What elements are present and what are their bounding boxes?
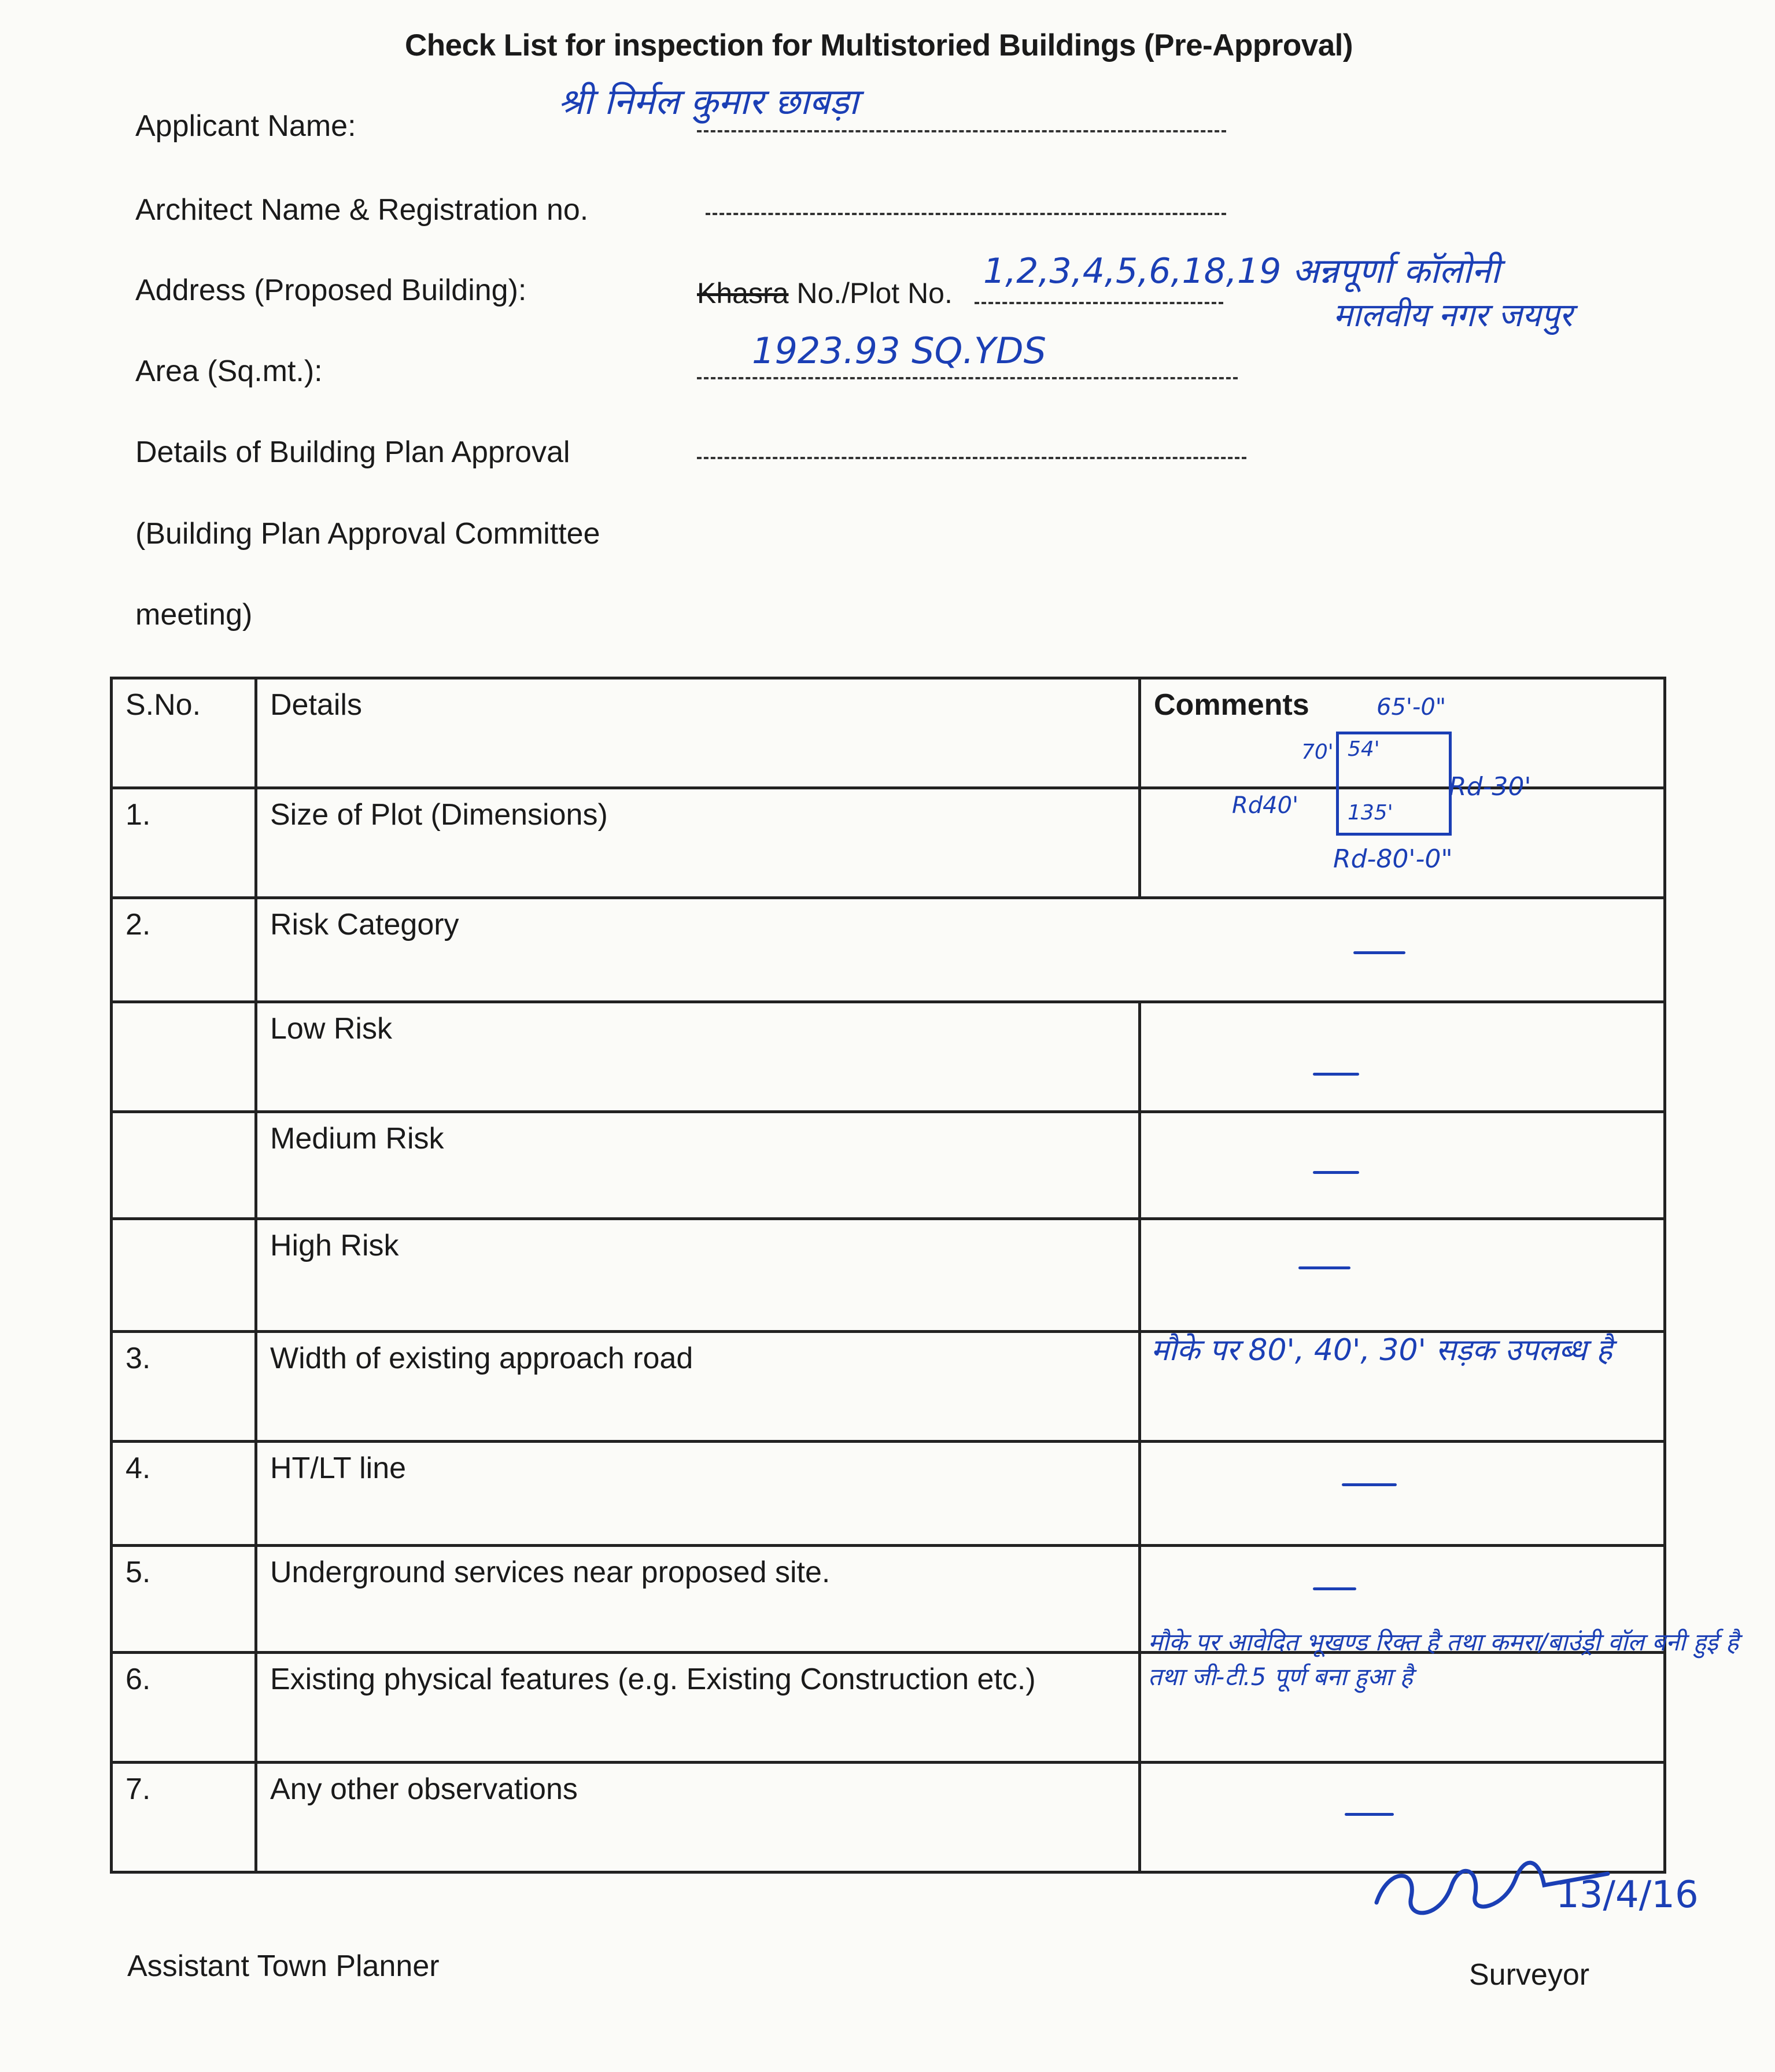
plan-approval-label-1: Details of Building Plan Approval (135, 435, 570, 469)
table-row (112, 898, 1665, 1002)
comment-dash-underground (1313, 1587, 1356, 1590)
row-details: Low Risk (256, 1002, 1140, 1112)
comment-dash-htlt (1342, 1483, 1397, 1486)
row-sno: 1. (112, 788, 256, 898)
row-comment (1140, 1002, 1665, 1112)
plan-approval-label-3: meeting) (135, 598, 253, 631)
area-handwriting: 1923.93 SQ.YDS (752, 330, 1046, 372)
form-title: Check List for inspection for Multistoried Buildings (Pre-Approval) (405, 28, 1353, 62)
road-right-label: Rd-30' (1449, 772, 1532, 802)
plan-approval-line (697, 457, 1246, 459)
row-comment (1140, 1442, 1665, 1546)
row-details: HT/LT line (256, 1442, 1140, 1546)
row-details: Any other observations (256, 1763, 1140, 1872)
plot-no-label: No./Plot No. (788, 277, 953, 309)
khasra-label (697, 276, 953, 310)
comment-dash-medium (1313, 1171, 1359, 1174)
row-details: High Risk (256, 1219, 1140, 1332)
header-details: Details (256, 678, 1140, 788)
row-sno: 6. (112, 1653, 256, 1763)
address-line2-handwriting: मालवीय नगर जयपुर (1333, 297, 1573, 334)
row-comment (1140, 1219, 1665, 1332)
header-sno: S.No. (112, 678, 256, 788)
plot-top-dim: 65'-0" (1377, 694, 1446, 721)
address-line (975, 302, 1223, 304)
row-sno (112, 1112, 256, 1219)
applicant-name-handwriting: श्री निर्मल कुमार छाबड़ा (558, 80, 858, 123)
comment-dash-risk (1353, 951, 1405, 954)
row-details: Underground services near proposed site. (256, 1546, 1140, 1653)
plot-left-dim: 70' (1301, 740, 1334, 764)
road-left-label: Rd40' (1232, 792, 1299, 819)
comment-dash-high (1298, 1266, 1350, 1269)
row-details: Medium Risk (256, 1112, 1140, 1219)
assistant-town-planner-label: Assistant Town Planner (127, 1949, 440, 1983)
applicant-name-label: Applicant Name: (135, 109, 356, 143)
row-sno: 7. (112, 1763, 256, 1872)
row-details: Existing physical features (e.g. Existing Construction etc.) (256, 1653, 1140, 1763)
architect-label: Architect Name & Registration no. (135, 193, 589, 227)
row-sno: 4. (112, 1442, 256, 1546)
address-label: Address (Proposed Building): (135, 274, 527, 307)
road-bottom-label: Rd-80'-0" (1333, 844, 1453, 874)
row-sno (112, 1002, 256, 1112)
plan-approval-label-2: (Building Plan Approval Committee (135, 517, 600, 551)
row-sno: 5. (112, 1546, 256, 1653)
comment-dash-low (1313, 1073, 1359, 1076)
plot-numbers-handwriting: 1,2,3,4,5,6,18,19 अन्नपूर्णा कॉलोनी (983, 251, 1500, 291)
applicant-name-line (697, 130, 1226, 132)
row-comment (1140, 1112, 1665, 1219)
area-label: Area (Sq.mt.): (135, 354, 323, 388)
row-sno (112, 1219, 256, 1332)
row3-comment-handwriting: मौके पर 80', 40', 30' सड़क उपलब्ध है (1151, 1333, 1612, 1368)
plot-bottom-inner-dim: 135' (1348, 801, 1393, 825)
header-comments: Comments (1140, 678, 1665, 788)
row-sno: 3. (112, 1332, 256, 1442)
row6-comment-handwriting: मौके पर आवेदित भूखण्ड रिक्त है तथा कमरा/बाउंड्री वॉल बनी हुई है तथा जी-टी.5 पूर्ण बना हुआ है (1148, 1628, 1739, 1691)
row-details: Risk Category (256, 898, 1665, 1002)
comment-dash-other (1345, 1813, 1394, 1816)
table-row (112, 1112, 1665, 1219)
area-line (697, 377, 1238, 379)
row-details: Size of Plot (Dimensions) (256, 788, 1140, 898)
khasra-struck: Khasra (697, 277, 789, 309)
row-sno: 2. (112, 898, 256, 1002)
surveyor-label: Surveyor (1469, 1958, 1590, 1992)
row-details: Width of existing approach road (256, 1332, 1140, 1442)
plot-inner-top-dim: 54' (1348, 737, 1380, 761)
table-row (112, 1442, 1665, 1546)
table-row (112, 1219, 1665, 1332)
table-row (112, 1002, 1665, 1112)
signature-date: 13/4/16 (1556, 1874, 1699, 1916)
architect-line (706, 213, 1226, 215)
